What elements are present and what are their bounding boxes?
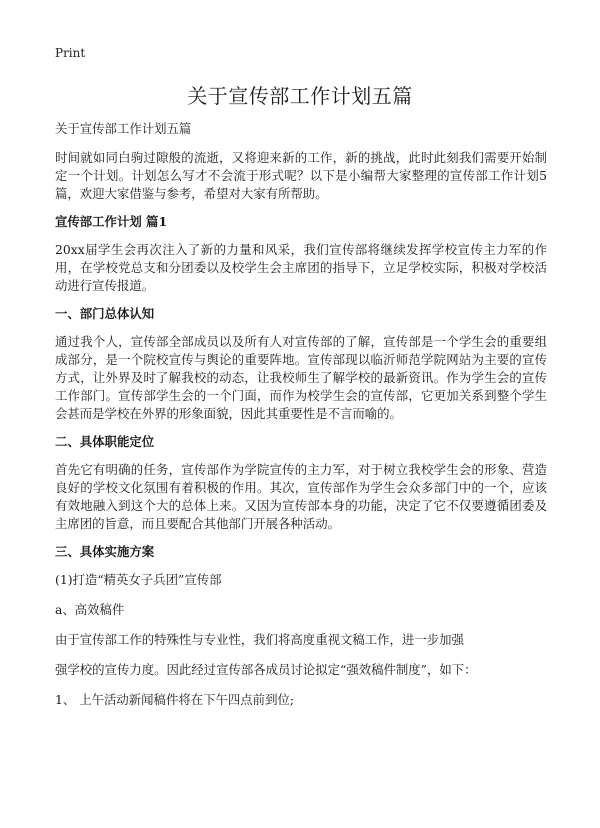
part3-heading: 三、具体实施方案 <box>55 544 155 559</box>
section-paragraph: 20xx届学生会再次注入了新的力量和风采，我们宣传部将继续发挥学校宣传主力军的作用，在学校党总支和分团委以及校学生会主席团的指导下，立足学校实际，积极对学校活动进行宣传报道。 <box>55 242 547 293</box>
part1-heading: 一、部门总体认知 <box>55 306 155 321</box>
part1-paragraph: 通过我个人，宣传部全部成员以及所有人对宣传部的了解，宣传部是一个学生会的重要组成部分，是一个院校宣传与舆论的重要阵地。宣传部现以临沂师范学院网站为主要的宣传方式，让外界及时了解我校的动态，让我校师生了解学校的最新资讯。作为学生会的宣传工作部门。宣传部学生会的一个门面，而作为校学生会的宣传部，它更加关系到整个学生会甚而是学校在外界的形象面貌，因此其重要性是不言而喻的。 <box>55 334 547 421</box>
print-link[interactable]: Print <box>55 46 86 60</box>
document-subtitle: 关于宣传部工作计划五篇 <box>55 121 192 136</box>
list-item: (1)打造“精英女子兵团”宣传部 <box>55 572 222 587</box>
paragraph-line: 强学校的宣传力度。因此经过宣传部各成员讨论拟定“强效稿件制度”，如下： <box>55 662 477 677</box>
list-item: 1、 上午活动新闻稿件将在下午四点前到位; <box>55 692 295 707</box>
document-body <box>55 120 547 721</box>
part2-heading: 二、具体职能定位 <box>55 434 155 449</box>
document-title: 关于宣传部工作计划五篇 <box>187 84 413 108</box>
section-heading: 宣传部工作计划 篇1 <box>55 214 168 229</box>
part2-paragraph: 首先它有明确的任务，宣传部作为学院宣传的主力军，对于树立我校学生会的形象、营造良好的学校文化氛围有着积极的作用。其次，宣传部作为学生会众多部门中的一个，应该有效地融入到这个大的总体上来。又因为宣传部本身的功能，决定了它不仅要遵循团委及主席团的旨意，而且要配合其他部门开展各种活动。 <box>55 462 547 531</box>
paragraph-line: 由于宣传部工作的特殊性与专业性，我们将高度重视文稿工作，进一步加强 <box>55 632 464 647</box>
intro-paragraph: 时间就如同白驹过隙般的流逝，又将迎来新的工作，新的挑战，此时此刻我们需要开始制定一个计划。计划怎么写才不会流于形式呢？以下是小编帮大家整理的宣传部工作计划5篇，欢迎大家借鉴与参考，希望对大家有所帮助。 <box>55 150 547 201</box>
list-item: a、高效稿件 <box>55 602 125 617</box>
